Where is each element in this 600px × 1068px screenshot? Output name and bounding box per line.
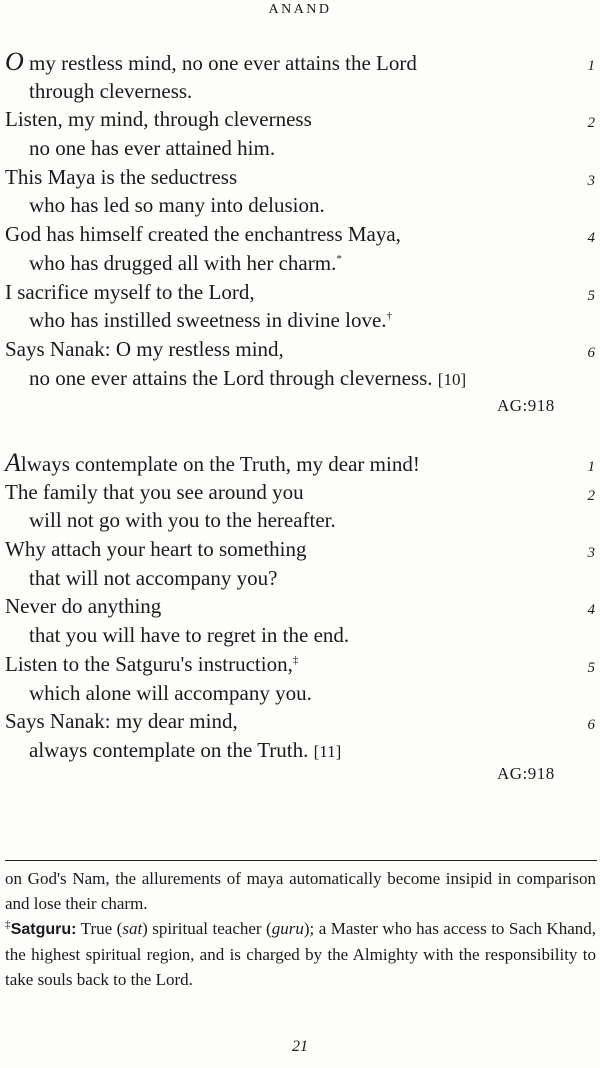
line-number: 4 [587, 602, 595, 619]
verse-line: will not go with you to the hereafter. [29, 508, 336, 533]
verse-line: Why attach your heart to something 3 [5, 535, 595, 564]
footnotes [5, 866, 596, 992]
verse-line: who has led so many into delusion. [29, 193, 325, 218]
verse-line: no one ever attains the Lord through cleverness. [10] [29, 365, 467, 390]
source-ref: AG:918 [497, 396, 555, 415]
verse-line: which alone will accompany you. [29, 680, 312, 705]
verse-line: Always contemplate on the Truth, my dear mind! 1 [5, 449, 595, 478]
drop-initial: O [5, 47, 24, 76]
line-number: 6 [587, 344, 595, 361]
verse-line: who has instilled sweetness in divine love.† [29, 308, 393, 333]
verse-line: I sacrifice myself to the Lord, 5 [5, 278, 595, 307]
stanza-1 [5, 48, 595, 392]
line-number: 2 [587, 487, 595, 504]
footnote-divider [5, 860, 597, 861]
footnote-mark: ‡ [292, 653, 299, 666]
verse-line: The family that you see around you 2 [5, 478, 595, 507]
verse-line: This Maya is the seductress 3 [5, 163, 595, 192]
verse-line: that will not accompany you? [29, 565, 278, 590]
verse-line: that you will have to regret in the end. [29, 623, 350, 648]
verse-line: O my restless mind, no one ever attains the Lord 1 [5, 48, 595, 77]
verse-line: Listen to the Satguru's instruction,‡ 5 [5, 650, 595, 679]
verse-line: through cleverness. [29, 78, 193, 103]
verse-line: no one has ever attained him. [29, 136, 276, 161]
verse-line: Says Nanak: my dear mind, 6 [5, 707, 595, 736]
line-number: 2 [587, 115, 595, 132]
verse-line: Never do anything 4 [5, 592, 595, 621]
line-number: 6 [587, 717, 595, 734]
verse-line: who has drugged all with her charm.* [29, 250, 342, 275]
footnote-mark: † [386, 310, 393, 323]
verse-line: God has himself created the enchantress Maya, 4 [5, 220, 595, 249]
stanza-ref: [10] [437, 369, 467, 389]
drop-initial: A [5, 448, 21, 477]
footnote-satguru: ‡Satguru: True (sat) spiritual teacher (guru); a Master who has access to Sach Khand, the highest spiritual region, and is charged by the Almighty with the responsibility to take souls back to the Lord. [5, 918, 597, 989]
line-number: 3 [587, 172, 595, 189]
footnote-mark: * [336, 252, 342, 265]
line-number: 5 [587, 287, 595, 304]
running-header: ANAND [268, 2, 332, 17]
line-number: 3 [587, 545, 595, 562]
source-ref: AG:918 [497, 764, 555, 783]
footnote-continued: on God's Nam, the allurements of maya automatically become insipid in comparison and lose their charm. [5, 869, 596, 913]
page-number: 21 [292, 1038, 308, 1055]
verse-line: Says Nanak: O my restless mind, 6 [5, 335, 595, 364]
verse-line: always contemplate on the Truth. [11] [29, 737, 342, 762]
verse-line: Listen, my mind, through cleverness 2 [5, 105, 595, 134]
line-number: 4 [587, 230, 595, 247]
footnote-term: Satguru: [10, 921, 77, 938]
line-number: 1 [587, 459, 595, 475]
stanza-2 [5, 449, 595, 765]
line-number: 5 [587, 659, 595, 676]
stanza-ref: [11] [313, 741, 342, 761]
line-number: 1 [587, 58, 595, 74]
